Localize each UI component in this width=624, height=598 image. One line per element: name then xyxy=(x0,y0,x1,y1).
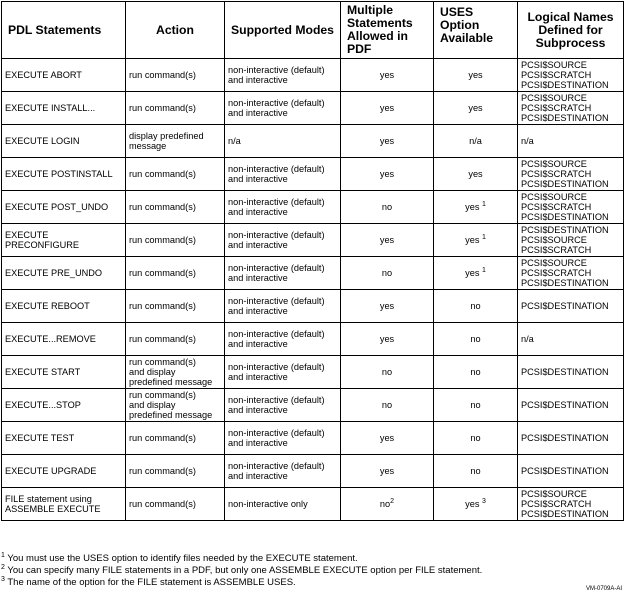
modes-line: non-interactive only xyxy=(228,498,308,509)
footnote-text: You can specify many FILE statements in a PDF, but only one ASSEMBLE EXECUTE option per FILE statement. xyxy=(7,565,483,576)
statement-cell: EXECUTE POSTINSTALL xyxy=(2,158,126,191)
modes-line: non-interactive (default) xyxy=(228,163,325,174)
footnote-ref: 1 xyxy=(481,233,486,241)
modes-cell xyxy=(225,125,341,158)
table-row xyxy=(2,422,624,455)
action-line: predefined message xyxy=(129,377,213,388)
action-cell xyxy=(126,191,225,224)
action-cell xyxy=(126,455,225,488)
logical-names-cell xyxy=(518,422,624,455)
modes-line: non-interactive (default) xyxy=(228,64,325,75)
modes-line: non-interactive (default) xyxy=(228,394,325,405)
footnote-1 xyxy=(1,553,482,565)
action-line: run command(s) xyxy=(129,234,196,245)
table-row xyxy=(2,290,624,323)
modes-line: and interactive xyxy=(228,240,288,250)
multiple-cell xyxy=(341,290,434,323)
multiple-value: yes xyxy=(379,168,395,179)
logical-names-cell xyxy=(518,257,624,290)
statement-cell: EXECUTE INSTALL... xyxy=(2,92,126,125)
statement-cell: EXECUTE REBOOT xyxy=(2,290,126,323)
modes-line: non-interactive (default) xyxy=(228,295,325,306)
logical-name: PCSI$DESTINATION xyxy=(521,465,609,476)
modes-line: non-interactive (default) xyxy=(228,97,325,108)
action-cell xyxy=(126,389,225,422)
logical-name: n/a xyxy=(521,135,534,146)
table-row xyxy=(2,257,624,290)
modes-line: and interactive xyxy=(228,339,288,349)
action-cell xyxy=(126,92,225,125)
footnote-mark: 3 xyxy=(1,576,5,583)
uses-value: yes xyxy=(468,69,483,80)
logical-name: PCSI$DESTINATION xyxy=(521,278,609,289)
modes-cell xyxy=(225,290,341,323)
logical-name: n/a xyxy=(521,333,534,344)
multiple-value: no xyxy=(381,201,393,212)
action-line: and display xyxy=(129,399,176,410)
logical-names-cell xyxy=(518,158,624,191)
logical-name: PCSI$DESTINATION xyxy=(521,113,609,124)
table-row xyxy=(2,224,624,257)
statement-cell: EXECUTE...REMOVE xyxy=(2,323,126,356)
multiple-cell xyxy=(341,59,434,92)
modes-cell xyxy=(225,455,341,488)
logical-name: PCSI$DESTINATION xyxy=(521,366,609,377)
uses-value: yes xyxy=(468,102,483,113)
table-header-row xyxy=(2,2,624,59)
uses-cell xyxy=(434,323,518,356)
action-line: display predefined xyxy=(129,130,204,141)
action-line: and display xyxy=(129,366,176,377)
action-line: run command(s) xyxy=(129,168,196,179)
modes-line: non-interactive (default) xyxy=(228,229,325,240)
multiple-cell xyxy=(341,92,434,125)
action-cell xyxy=(126,257,225,290)
modes-cell xyxy=(225,92,341,125)
multiple-value: yes xyxy=(379,135,395,146)
footnote-mark: 1 xyxy=(1,552,5,559)
uses-cell xyxy=(434,257,518,290)
footnote-ref: 1 xyxy=(481,200,486,208)
logical-names-cell xyxy=(518,323,624,356)
logical-name: PCSI$DESTINATION xyxy=(521,300,609,311)
logical-name: PCSI$SCRATCH xyxy=(521,245,592,256)
footnote-mark: 2 xyxy=(1,564,5,571)
modes-cell xyxy=(225,356,341,389)
multiple-value: yes xyxy=(379,432,395,443)
modes-line: non-interactive (default) xyxy=(228,328,325,339)
uses-value: yes xyxy=(468,168,483,179)
uses-cell xyxy=(434,290,518,323)
table-row xyxy=(2,455,624,488)
uses-cell xyxy=(434,389,518,422)
multiple-value: no xyxy=(379,498,391,509)
footnote-text: The name of the option for the FILE statement is ASSEMBLE USES. xyxy=(7,577,296,588)
footnotes xyxy=(1,553,482,589)
uses-value: no xyxy=(470,333,481,344)
statement-cell: EXECUTE POST_UNDO xyxy=(2,191,126,224)
action-cell xyxy=(126,488,225,521)
logical-names-cell xyxy=(518,92,624,125)
multiple-value: yes xyxy=(379,102,395,113)
header-uses-option: USES Option Available xyxy=(434,2,518,59)
modes-line: non-interactive (default) xyxy=(228,361,325,372)
modes-line: and interactive xyxy=(228,108,288,118)
footnote-3 xyxy=(1,577,482,589)
multiple-cell xyxy=(341,158,434,191)
action-line: predefined message xyxy=(129,410,213,421)
logical-name: PCSI$DESTINATION xyxy=(521,179,609,190)
table-row xyxy=(2,389,624,422)
action-cell xyxy=(126,356,225,389)
modes-line: and interactive xyxy=(228,372,288,382)
multiple-cell xyxy=(341,125,434,158)
uses-value: no xyxy=(470,465,481,476)
logical-names-cell xyxy=(518,125,624,158)
header-logical-names: Logical Names Defined for Subprocess xyxy=(518,2,624,59)
logical-name: PCSI$SOURCE xyxy=(521,158,587,169)
modes-line: and interactive xyxy=(228,306,288,316)
modes-cell xyxy=(225,323,341,356)
action-line: run command(s) xyxy=(129,102,196,113)
multiple-cell xyxy=(341,488,434,521)
table-body xyxy=(2,59,624,521)
uses-cell xyxy=(434,125,518,158)
multiple-value: no xyxy=(381,267,393,278)
logical-name: PCSI$DESTINATION xyxy=(521,212,609,223)
multiple-cell xyxy=(341,356,434,389)
statement-cell: EXECUTE...STOP xyxy=(2,389,126,422)
modes-line: and interactive xyxy=(228,75,288,85)
action-cell xyxy=(126,59,225,92)
header-supported-modes: Supported Modes xyxy=(225,2,341,59)
logical-names-cell xyxy=(518,224,624,257)
multiple-cell xyxy=(341,323,434,356)
footnote-ref: 2 xyxy=(390,497,395,505)
logical-name: PCSI$DESTINATION xyxy=(521,224,609,235)
uses-value: yes xyxy=(465,498,480,509)
table-row xyxy=(2,356,624,389)
table-row xyxy=(2,92,624,125)
action-cell xyxy=(126,422,225,455)
statement-cell: EXECUTE PRE_UNDO xyxy=(2,257,126,290)
modes-line: and interactive xyxy=(228,174,288,184)
action-line: run command(s) xyxy=(129,432,196,443)
footnote-ref: 3 xyxy=(481,497,486,505)
modes-cell xyxy=(225,488,341,521)
multiple-cell xyxy=(341,224,434,257)
uses-value: no xyxy=(470,399,481,410)
uses-value: yes xyxy=(465,267,480,278)
logical-names-cell xyxy=(518,488,624,521)
modes-line: non-interactive (default) xyxy=(228,460,325,471)
modes-line: and interactive xyxy=(228,207,288,217)
table-row xyxy=(2,488,624,521)
logical-names-cell xyxy=(518,389,624,422)
statement-cell: EXECUTE PRECONFIGURE xyxy=(2,224,126,257)
uses-cell xyxy=(434,422,518,455)
modes-line: n/a xyxy=(228,135,241,146)
multiple-value: yes xyxy=(379,300,395,311)
logical-names-cell xyxy=(518,455,624,488)
logical-names-cell xyxy=(518,59,624,92)
table-row xyxy=(2,191,624,224)
logical-name: PCSI$SCRATCH xyxy=(521,267,592,278)
uses-value: no xyxy=(470,432,481,443)
modes-line: non-interactive (default) xyxy=(228,262,325,273)
statement-cell: EXECUTE ABORT xyxy=(2,59,126,92)
modes-line: and interactive xyxy=(228,471,288,481)
action-cell xyxy=(126,158,225,191)
footnote-ref: 1 xyxy=(481,266,486,274)
uses-cell xyxy=(434,92,518,125)
logical-name: PCSI$SCRATCH xyxy=(521,498,592,509)
action-cell xyxy=(126,125,225,158)
modes-line: and interactive xyxy=(228,438,288,448)
modes-cell xyxy=(225,422,341,455)
modes-cell xyxy=(225,224,341,257)
uses-cell xyxy=(434,59,518,92)
multiple-value: yes xyxy=(379,465,395,476)
logical-name: PCSI$SOURCE xyxy=(521,191,587,202)
statement-cell: EXECUTE TEST xyxy=(2,422,126,455)
multiple-value: yes xyxy=(379,234,395,245)
logical-name: PCSI$SOURCE xyxy=(521,92,587,103)
uses-value: n/a xyxy=(469,135,482,146)
logical-name: PCSI$SCRATCH xyxy=(521,69,592,80)
action-line: run command(s) xyxy=(129,69,196,80)
action-line: run command(s) xyxy=(129,333,196,344)
multiple-value: yes xyxy=(379,69,395,80)
statement-cell: EXECUTE LOGIN xyxy=(2,125,126,158)
uses-cell xyxy=(434,488,518,521)
multiple-cell xyxy=(341,455,434,488)
uses-cell xyxy=(434,191,518,224)
statement-cell: EXECUTE UPGRADE xyxy=(2,455,126,488)
table-row xyxy=(2,158,624,191)
uses-value: no xyxy=(470,366,481,377)
multiple-cell xyxy=(341,257,434,290)
logical-name: PCSI$DESTINATION xyxy=(521,80,609,91)
footnote-2 xyxy=(1,565,482,577)
logical-name: PCSI$SOURCE xyxy=(521,488,587,499)
action-line: run command(s) xyxy=(129,201,196,212)
logical-name: PCSI$SOURCE xyxy=(521,257,587,268)
action-line: run command(s) xyxy=(129,267,196,278)
figure-reference: VM-0709A-AI xyxy=(585,586,622,592)
logical-name: PCSI$SCRATCH xyxy=(521,102,592,113)
action-line: run command(s) xyxy=(129,356,196,367)
modes-line: non-interactive (default) xyxy=(228,196,325,207)
table-row xyxy=(2,323,624,356)
logical-name: PCSI$SOURCE xyxy=(521,59,587,70)
logical-names-cell xyxy=(518,356,624,389)
multiple-value: no xyxy=(381,399,393,410)
uses-cell xyxy=(434,455,518,488)
action-line: run command(s) xyxy=(129,498,196,509)
logical-names-cell xyxy=(518,290,624,323)
modes-cell xyxy=(225,257,341,290)
logical-name: PCSI$DESTINATION xyxy=(521,399,609,410)
modes-cell xyxy=(225,191,341,224)
header-pdl-statements: PDL Statements xyxy=(2,2,126,59)
multiple-value: no xyxy=(381,366,393,377)
uses-cell xyxy=(434,224,518,257)
uses-value: yes xyxy=(465,201,480,212)
uses-value: no xyxy=(470,300,481,311)
action-line: run command(s) xyxy=(129,465,196,476)
header-multiple-statements: Multiple Statements Allowed in PDF xyxy=(341,2,434,59)
multiple-cell xyxy=(341,191,434,224)
table-row xyxy=(2,59,624,92)
modes-line: non-interactive (default) xyxy=(228,427,325,438)
modes-cell xyxy=(225,158,341,191)
uses-value: yes xyxy=(465,234,480,245)
logical-names-cell xyxy=(518,191,624,224)
modes-line: and interactive xyxy=(228,405,288,415)
header-action: Action xyxy=(126,2,225,59)
uses-cell xyxy=(434,158,518,191)
modes-line: and interactive xyxy=(228,273,288,283)
multiple-value: yes xyxy=(379,333,395,344)
footnote-text: You must use the USES option to identify files needed by the EXECUTE statement. xyxy=(7,553,358,564)
action-line: message xyxy=(129,141,167,151)
logical-name: PCSI$DESTINATION xyxy=(521,432,609,443)
table-row xyxy=(2,125,624,158)
multiple-cell xyxy=(341,422,434,455)
logical-name: PCSI$SCRATCH xyxy=(521,168,592,179)
action-cell xyxy=(126,323,225,356)
pdl-statements-table xyxy=(1,1,624,521)
statement-cell: FILE statement using ASSEMBLE EXECUTE xyxy=(2,488,126,521)
logical-name: PCSI$SOURCE xyxy=(521,234,587,245)
logical-name: PCSI$SCRATCH xyxy=(521,201,592,212)
statement-cell: EXECUTE START xyxy=(2,356,126,389)
action-line: run command(s) xyxy=(129,300,196,311)
action-cell xyxy=(126,290,225,323)
action-line: run command(s) xyxy=(129,389,196,400)
action-cell xyxy=(126,224,225,257)
modes-cell xyxy=(225,59,341,92)
uses-cell xyxy=(434,356,518,389)
logical-name: PCSI$DESTINATION xyxy=(521,509,609,520)
multiple-cell xyxy=(341,389,434,422)
modes-cell xyxy=(225,389,341,422)
